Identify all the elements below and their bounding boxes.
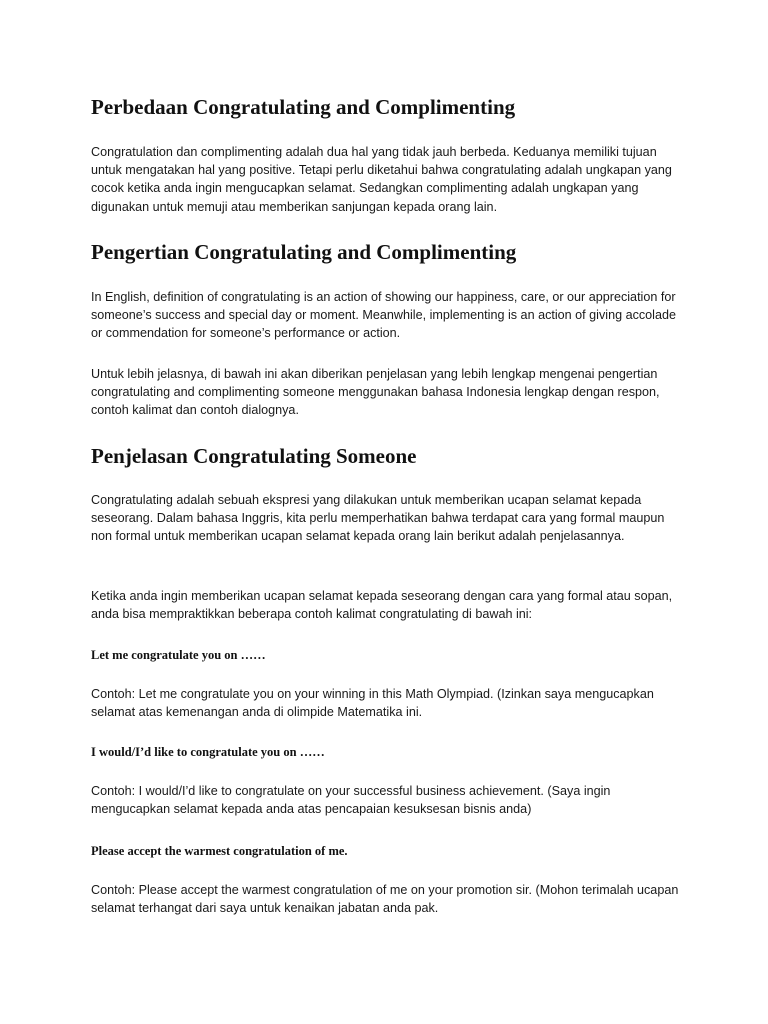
paragraph-penjelasan: Congratulating adalah sebuah ekspresi yang dilakukan untuk memberikan ucapan selamat kepada seseorang. Dalam bahasa Inggris, kita perlu memperhatikan bahwa terdapat cara yang formal maupun non formal untuk memberikan ucapan selamat kepada orang lain berikut adalah penjelasannya. bbox=[91, 493, 665, 544]
heading-penjelasan: Penjelasan Congratulating Someone bbox=[91, 444, 417, 468]
heading-perbedaan: Perbedaan Congratulating and Complimenting bbox=[91, 95, 516, 119]
heading-pengertian: Pengertian Congratulating and Complimenting bbox=[91, 240, 517, 264]
example-would-like-to-congratulate: Contoh: I would/I’d like to congratulate on your successful business achievement. (Saya ingin mengucapkan selamat kepada anda atas pencapaian kesuksesan bisnis anda) bbox=[91, 784, 611, 817]
example-please-accept: Contoh: Please accept the warmest congratulation of me on your promotion sir. (Mohon terimalah ucapan selamat terhangat dari saya untuk kenaikan jabatan anda pak. bbox=[91, 883, 679, 916]
paragraph-perbedaan: Congratulation dan complimenting adalah dua hal yang tidak jauh berbeda. Keduanya memiliki tujuan untuk mengatakan hal yang positive. Tetapi perlu diketahui bahwa congratulating adalah ungkapan yang cocok ketika anda ingin mengucapkan selamat. Sedangkan complimenting adalah ungkapan yang digunakan untuk memuji atau memberikan sanjungan kepada orang lain. bbox=[91, 145, 672, 214]
paragraph-pengertian-english: In English, definition of congratulating is an action of showing our happiness, care, or our appreciation for someone’s success and special day or moment. Meanwhile, implementing is an action of giving accolade or commendation for someone’s performance or action. bbox=[91, 290, 676, 341]
paragraph-pengertian-indonesia: Untuk lebih jelasnya, di bawah ini akan diberikan penjelasan yang lebih lengkap mengenai pengertian congratulating and complimenting someone menggunakan bahasa Indonesia lengkap dengan respon, contoh kalimat dan contoh dialognya. bbox=[91, 367, 660, 418]
phrase-let-me-congratulate: Let me congratulate you on …… bbox=[91, 648, 266, 662]
phrase-please-accept: Please accept the warmest congratulation of me. bbox=[91, 844, 348, 858]
phrase-would-like-to-congratulate: I would/I’d like to congratulate you on …… bbox=[91, 745, 325, 759]
example-let-me-congratulate: Contoh: Let me congratulate you on your winning in this Math Olympiad. (Izinkan saya mengucapkan selamat atas kemenangan anda di olimpide Matematika ini. bbox=[91, 687, 654, 720]
paragraph-formal-intro: Ketika anda ingin memberikan ucapan selamat kepada seseorang dengan cara yang formal atau sopan, anda bisa mempraktikkan beberapa contoh kalimat congratulating di bawah ini: bbox=[91, 589, 673, 622]
